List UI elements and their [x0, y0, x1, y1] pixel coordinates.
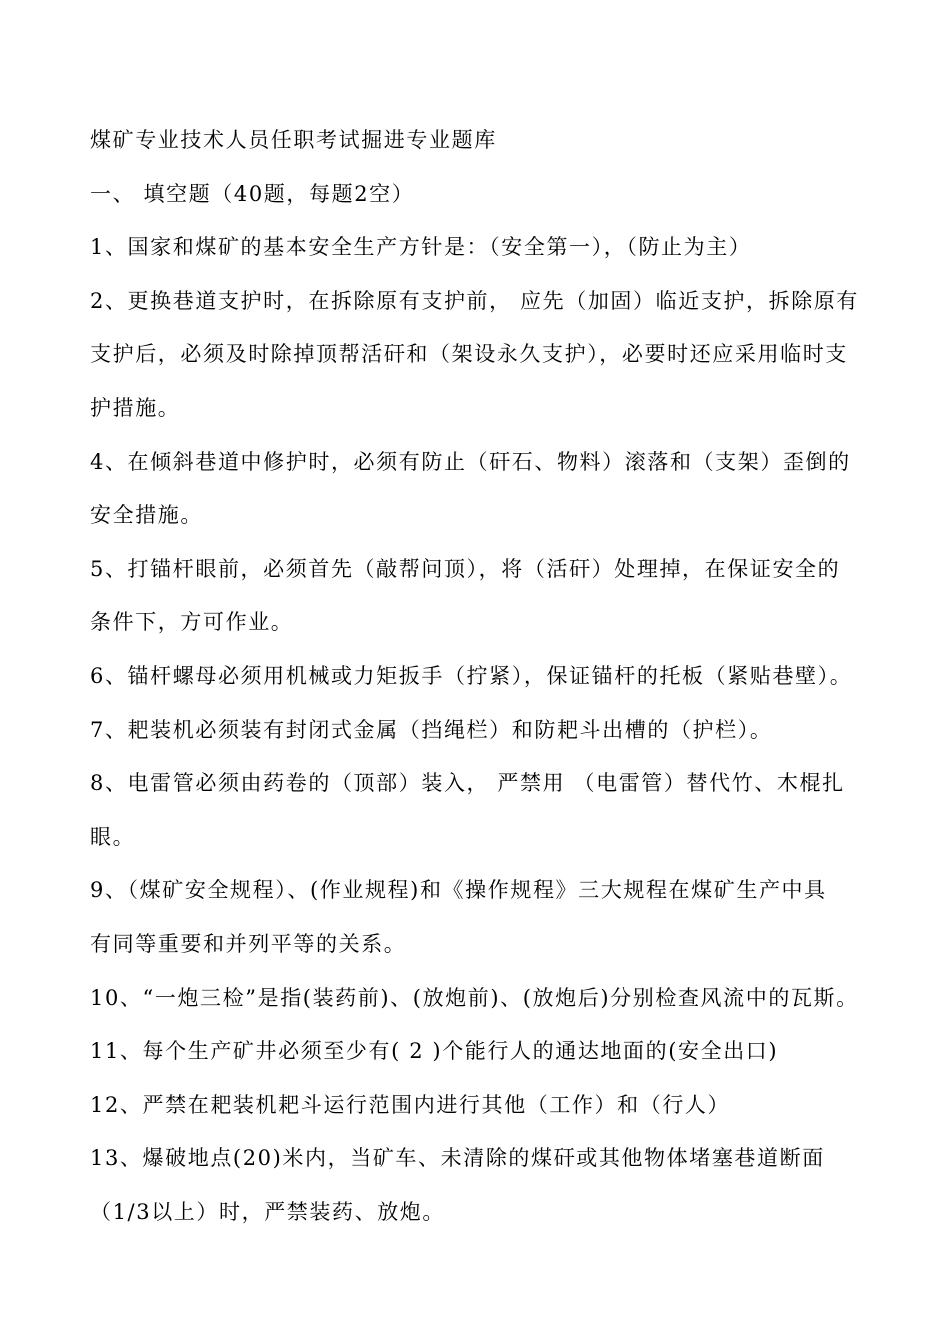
question-12: [90, 1079, 870, 1133]
question-line: 8、电雷管必须由药卷的（顶部）装入， 严禁用 （电雷管）替代竹、木棍扎: [90, 771, 845, 796]
question-line: 10、“一炮三检”是指(装药前)、(放炮前)、(放炮后)分别检查风流中的瓦斯。: [90, 985, 859, 1010]
question-5: [90, 543, 870, 650]
question-line: 12、严禁在耙装机耙斗运行范围内进行其他（工作）和（行人）: [90, 1092, 731, 1117]
question-line: 支护后，必须及时除掉顶帮活矸和（架设永久支护），必要时还应采用临时支: [90, 342, 848, 367]
question-line: 有同等重要和并列平等的关系。: [90, 931, 407, 956]
document-title: 煤矿专业技术人员任职考试掘进专业题库: [90, 128, 497, 152]
question-6: [90, 650, 870, 704]
question-line: 4、在倾斜巷道中修护时，必须有防止（矸石、物料）滚落和（支架）歪倒的: [90, 449, 851, 474]
question-4: [90, 436, 870, 543]
section-heading: 一、 填空题（40题，每题2空）: [90, 181, 415, 206]
question-line: 安全措施。: [90, 503, 203, 528]
question-10: [90, 972, 870, 1026]
question-13: [90, 1132, 870, 1239]
question-2: [90, 275, 870, 436]
question-line: 5、打锚杆眼前，必须首先（敲帮问顶），将（活矸）处理掉，在保证安全的: [90, 556, 841, 581]
question-11: [90, 1025, 870, 1079]
question-line: 2、更换巷道支护时，在拆除原有支护前， 应先（加固）临近支护，拆除原有: [90, 288, 860, 313]
question-line: 7、耙装机必须装有封闭式金属（挡绳栏）和防耙斗出槽的（护栏）。: [90, 717, 773, 742]
question-line: （1/3以上）时，严禁装药、放炮。: [90, 1199, 445, 1224]
question-line: 11、每个生产矿井必须至少有( 2 )个能行人的通达地面的(安全出口): [90, 1039, 779, 1064]
question-line: 眼。: [90, 824, 136, 849]
question-1: [90, 221, 870, 275]
question-line: 1、国家和煤矿的基本安全生产方针是：（安全第一），（防止为主）: [90, 235, 752, 260]
question-line: 护措施。: [90, 395, 181, 420]
question-line: 9、（煤矿安全规程）、(作业规程)和《操作规程》三大规程在煤矿生产中具: [90, 878, 827, 903]
question-8: [90, 757, 870, 864]
question-line: 6、锚杆螺母必须用机械或力矩扳手（拧紧），保证锚杆的托板（紧贴巷壁）。: [90, 663, 853, 688]
question-line: 13、爆破地点(20)米内，当矿车、未清除的煤矸或其他物体堵塞巷道断面: [90, 1146, 825, 1171]
question-9: [90, 864, 870, 971]
question-7: [90, 704, 870, 758]
question-line: 条件下，方可作业。: [90, 610, 294, 635]
document-body: [90, 114, 870, 1239]
